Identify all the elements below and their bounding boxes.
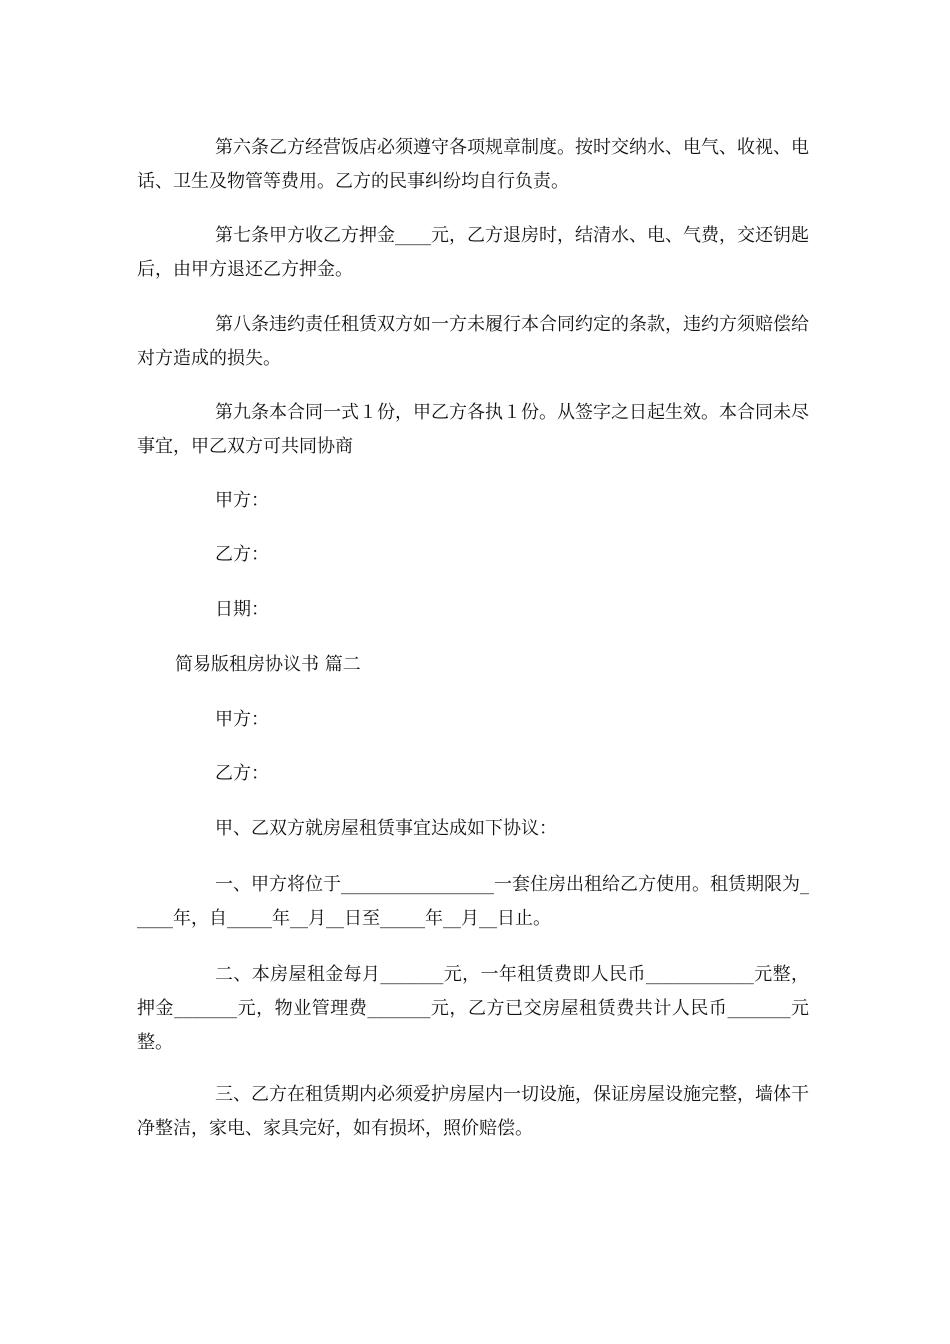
signature-party-a: 甲方： — [215, 490, 269, 511]
article-6-paragraph: 第六条乙方经营饭店必须遵守各项规章制度。按时交纳水、电气、收视、电话、卫生及物管等费用。乙方的民事纠纷均自行负责。 — [137, 137, 809, 192]
article-9-paragraph: 第九条本合同一式１份，甲乙方各执１份。从签字之日起生效。本合同未尽事宜，甲乙双方可共同协商 — [137, 402, 809, 457]
clause-1-paragraph: 一、甲方将位于_________________一套住房出租给乙方使用。租赁期限为_____年，自_____年__月__日至_____年__月__日止。 — [137, 874, 809, 929]
signature-date: 日期： — [215, 599, 269, 620]
article-7-paragraph: 第七条甲方收乙方押金____元，乙方退房时，结清水、电、气费，交还钥匙后，由甲方退还乙方押金。 — [137, 225, 809, 280]
section-title: 简易版租房协议书 篇二 — [175, 654, 361, 675]
signature-party-b: 乙方： — [215, 544, 269, 565]
clause-2-paragraph: 二、本房屋租金每月_______元，一年租赁费即人民币____________元整，押金_______元，物业管理费_______元，乙方已交房屋租赁费共计人民币_______元整。 — [137, 964, 809, 1053]
section-two-party-a: 甲方： — [215, 709, 269, 730]
clause-3-paragraph: 三、乙方在租赁期内必须爱护房屋内一切设施，保证房屋设施完整，墙体干净整洁，家电、家具完好，如有损坏，照价赔偿。 — [137, 1084, 809, 1139]
article-8-paragraph: 第八条违约责任租赁双方如一方未履行本合同约定的条款，违约方须赔偿给对方造成的损失。 — [137, 314, 809, 369]
section-two-party-b: 乙方： — [215, 763, 269, 784]
section-two-intro: 甲、乙双方就房屋租赁事宜达成如下协议： — [215, 818, 557, 839]
